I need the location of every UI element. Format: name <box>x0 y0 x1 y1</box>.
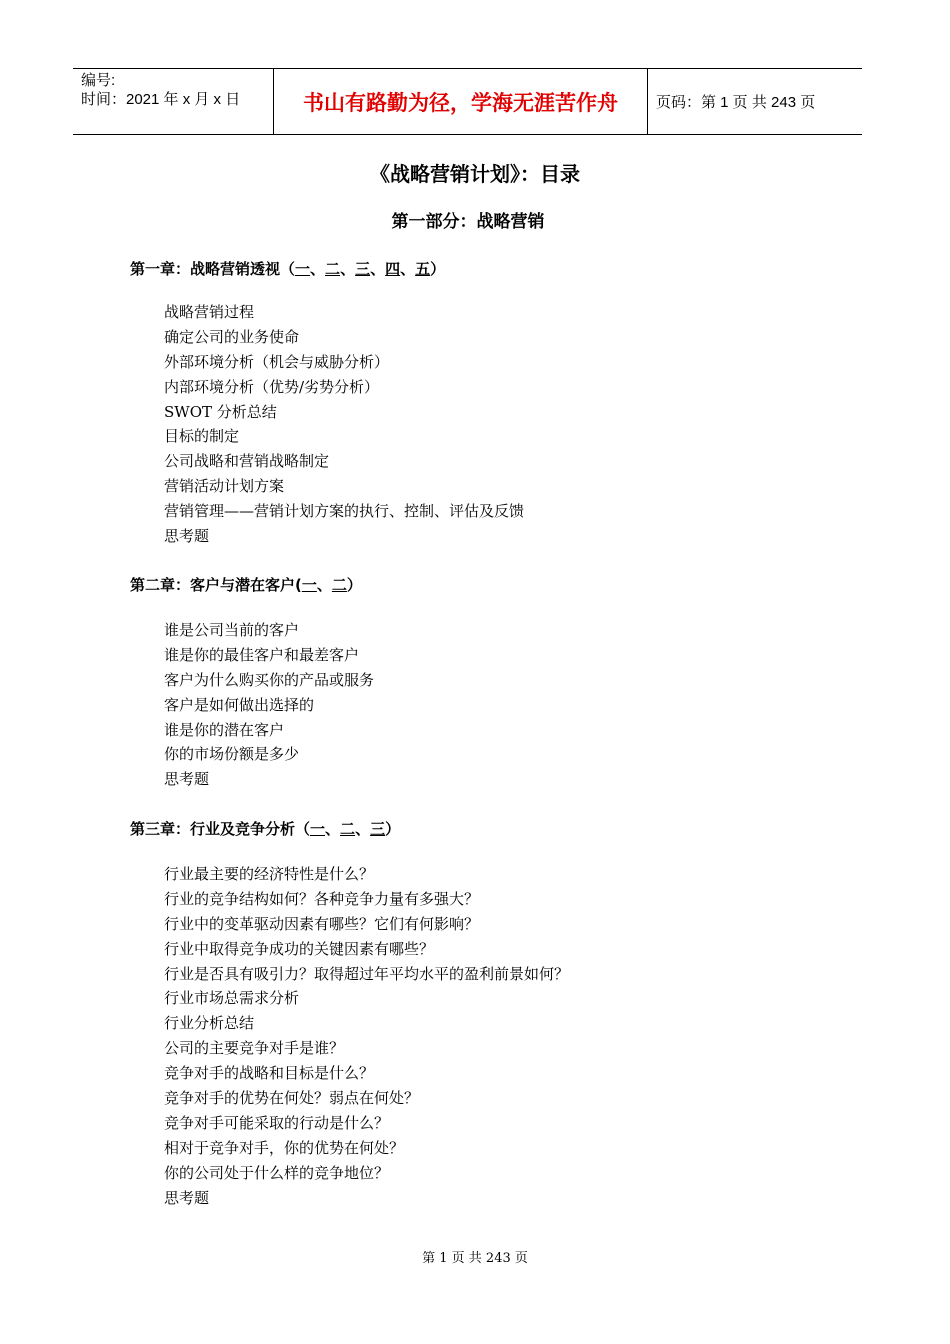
toc-item: 你的市场份额是多少 <box>164 745 300 764</box>
chapter-suffix: ） <box>385 820 401 838</box>
chapter-2-items <box>164 618 374 792</box>
toc-item: 行业市场总需求分析 <box>164 989 300 1008</box>
toc-item: 外部环境分析（机会与威胁分析） <box>164 352 390 371</box>
toc-item: SWOT 分析总结 <box>164 402 277 421</box>
chapter-heading-2: 第二章：客户与潜在客户(一、二） <box>130 576 362 594</box>
chapter-heading-3: 第三章：行业及竞争分析（一、二、三） <box>130 820 401 838</box>
toc-item: 思考题 <box>164 1188 210 1207</box>
toc-item: 行业中取得竞争成功的关键因素有哪些？ <box>164 939 435 958</box>
toc-item: 公司的主要竞争对手是谁？ <box>164 1039 345 1058</box>
toc-item: 行业的竞争结构如何？各种竞争力量有多强大？ <box>164 889 480 908</box>
chapter-1-items <box>164 300 524 549</box>
chapter-num: 五 <box>415 260 431 278</box>
chapter-prefix: 第二章：客户与潜在客户( <box>130 576 302 594</box>
chapter-prefix: 第三章：行业及竞争分析（ <box>130 820 311 838</box>
page-header <box>73 68 862 135</box>
chapter-num: 一 <box>301 576 317 594</box>
chapter-num: 一 <box>310 820 326 838</box>
chapter-num: 三 <box>355 260 371 278</box>
toc-item: 竞争对手的战略和目标是什么？ <box>164 1064 375 1083</box>
number-label: 编号: <box>81 72 116 89</box>
toc-item: 谁是你的潜在客户 <box>164 720 285 739</box>
page-footer: 第 1 页 共 243 页 <box>422 1251 528 1266</box>
chapter-suffix: ） <box>430 260 446 278</box>
chapter-heading-1: 第一章：战略营销透视（一、二、三、四、五） <box>130 260 446 278</box>
chapter-num: 二 <box>340 820 356 838</box>
toc-item: 谁是你的最佳客户和最差客户 <box>164 645 360 664</box>
toc-item: 行业分析总结 <box>164 1014 255 1033</box>
toc-item: 目标的制定 <box>164 427 240 446</box>
time-label: 时间：2021 年 x 月 x 日 <box>81 91 241 108</box>
chapter-num: 二 <box>331 576 347 594</box>
toc-item: 战略营销过程 <box>164 303 255 321</box>
toc-item: 营销活动计划方案 <box>164 477 285 496</box>
toc-item: 行业中的变革驱动因素有哪些？它们有何影响？ <box>164 914 480 933</box>
toc-item: 你的公司处于什么样的竞争地位？ <box>164 1163 390 1182</box>
toc-item: 思考题 <box>164 527 210 546</box>
toc-item: 行业是否具有吸引力？取得超过年平均水平的盈利前景如何？ <box>164 964 570 983</box>
toc-item: 谁是公司当前的客户 <box>164 621 300 639</box>
chapter-num: 三 <box>370 820 386 838</box>
toc-item: 确定公司的业务使命 <box>164 327 300 346</box>
header-left-cell <box>73 69 274 134</box>
toc-item: 思考题 <box>164 770 210 789</box>
toc-item: 营销管理——营销计划方案的执行、控制、评估及反馈 <box>164 502 525 521</box>
chapter-suffix: ） <box>346 576 362 594</box>
toc-item: 行业最主要的经济特性是什么？ <box>164 865 375 883</box>
toc-item: 内部环境分析（优势/劣势分析） <box>164 377 380 396</box>
chapter-3-items <box>164 862 569 1210</box>
chapter-num: 一 <box>295 260 311 278</box>
document-title: 《战略营销计划》：目录 <box>370 162 580 186</box>
header-motto: 书山有路勤为径，学海无涯苦作舟 <box>274 69 648 134</box>
chapter-prefix: 第一章：战略营销透视（ <box>130 260 296 278</box>
header-page-info: 页码：第 1 页 共 243 页 <box>656 94 816 111</box>
chapter-num: 四 <box>385 260 401 278</box>
toc-item: 相对于竞争对手，你的优势在何处？ <box>164 1138 405 1157</box>
chapter-num: 二 <box>325 260 341 278</box>
toc-item: 竞争对手的优势在何处？弱点在何处？ <box>164 1089 420 1108</box>
toc-item: 公司战略和营销战略制定 <box>164 452 330 471</box>
part-heading: 第一部分：战略营销 <box>391 212 545 232</box>
toc-item: 客户为什么购买你的产品或服务 <box>164 670 375 689</box>
toc-item: 竞争对手可能采取的行动是什么？ <box>164 1113 390 1132</box>
toc-item: 客户是如何做出选择的 <box>164 695 315 714</box>
